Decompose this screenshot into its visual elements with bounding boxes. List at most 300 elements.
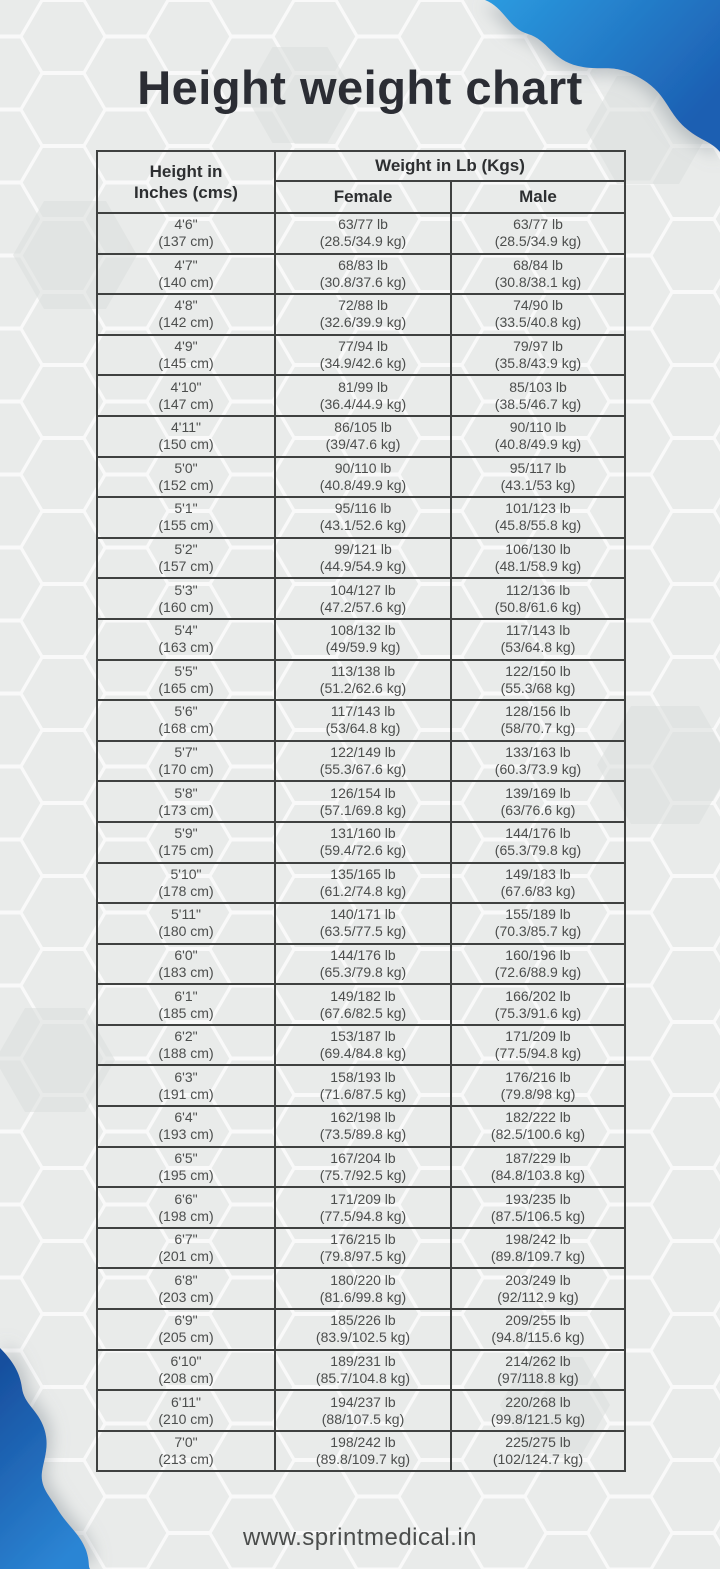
female-weight-kg: (85.7/104.8 kg) bbox=[315, 1369, 411, 1386]
male-weight-cell bbox=[451, 619, 625, 660]
female-weight-cell bbox=[275, 335, 451, 376]
female-weight-lb: 198/242 lb bbox=[330, 1434, 396, 1451]
female-weight-lb: 149/182 lb bbox=[330, 987, 396, 1004]
height-inches: 4'6" bbox=[174, 216, 198, 233]
height-cm: (142 cm) bbox=[158, 314, 214, 331]
height-cell bbox=[97, 1309, 275, 1350]
female-weight-cell bbox=[275, 1147, 451, 1188]
female-weight-kg: (34.9/42.6 kg) bbox=[319, 355, 407, 372]
table-row bbox=[97, 1187, 625, 1228]
female-weight-kg: (40.8/49.9 kg) bbox=[319, 476, 407, 493]
male-weight-cell bbox=[451, 1147, 625, 1188]
table-row bbox=[97, 1025, 625, 1066]
height-inches: 5'10" bbox=[170, 865, 202, 882]
male-weight-lb: 155/189 lb bbox=[505, 906, 571, 923]
height-cm: (203 cm) bbox=[158, 1288, 214, 1305]
female-weight-lb: 162/198 lb bbox=[330, 1109, 396, 1126]
male-weight-kg: (102/124.7 kg) bbox=[492, 1451, 584, 1468]
height-inches: 4'11" bbox=[171, 419, 201, 436]
female-weight-kg: (55.3/67.6 kg) bbox=[319, 761, 407, 778]
female-weight-lb: 95/116 lb bbox=[334, 500, 392, 517]
height-weight-table bbox=[96, 150, 626, 1472]
height-cm: (157 cm) bbox=[158, 558, 214, 575]
height-cm: (173 cm) bbox=[158, 801, 214, 818]
table-row bbox=[97, 1106, 625, 1147]
female-weight-kg: (63.5/77.5 kg) bbox=[319, 923, 407, 940]
table-row bbox=[97, 741, 625, 782]
female-weight-lb: 99/121 lb bbox=[334, 541, 392, 558]
male-weight-lb: 112/136 lb bbox=[505, 581, 571, 598]
height-cm: (140 cm) bbox=[158, 273, 214, 290]
female-weight-kg: (36.4/44.9 kg) bbox=[319, 395, 407, 412]
female-weight-cell bbox=[275, 416, 451, 457]
height-inches: 5'3" bbox=[174, 581, 198, 598]
height-cell bbox=[97, 741, 275, 782]
male-weight-cell bbox=[451, 1309, 625, 1350]
male-weight-cell bbox=[451, 741, 625, 782]
male-weight-kg: (40.8/49.9 kg) bbox=[494, 436, 582, 453]
female-weight-kg: (39/47.6 kg) bbox=[325, 436, 401, 453]
male-weight-cell bbox=[451, 781, 625, 822]
table-row bbox=[97, 497, 625, 538]
height-cm: (145 cm) bbox=[158, 355, 214, 372]
female-weight-kg: (89.8/109.7 kg) bbox=[315, 1451, 411, 1468]
height-cell bbox=[97, 1147, 275, 1188]
height-cm: (195 cm) bbox=[158, 1166, 214, 1183]
table-row bbox=[97, 1309, 625, 1350]
male-weight-lb: 225/275 lb bbox=[505, 1434, 571, 1451]
male-weight-cell bbox=[451, 1228, 625, 1269]
female-weight-kg: (30.8/37.6 kg) bbox=[319, 273, 407, 290]
table-row bbox=[97, 822, 625, 863]
height-cm: (183 cm) bbox=[158, 963, 214, 980]
height-inches: 4'10" bbox=[170, 378, 202, 395]
height-cm: (168 cm) bbox=[158, 720, 214, 737]
female-weight-cell bbox=[275, 457, 451, 498]
table-row bbox=[97, 863, 625, 904]
height-cell bbox=[97, 457, 275, 498]
male-weight-lb: 187/229 lb bbox=[505, 1149, 571, 1166]
male-weight-lb: 79/97 lb bbox=[513, 338, 563, 355]
height-inches: 5'6" bbox=[174, 703, 198, 720]
female-weight-kg: (83.9/102.5 kg) bbox=[315, 1329, 411, 1346]
male-weight-lb: 95/117 lb bbox=[509, 459, 567, 476]
male-weight-lb: 193/235 lb bbox=[505, 1190, 571, 1207]
female-weight-cell bbox=[275, 294, 451, 335]
table-row bbox=[97, 1268, 625, 1309]
height-cm: (193 cm) bbox=[158, 1126, 214, 1143]
height-cell bbox=[97, 1228, 275, 1269]
height-cm: (163 cm) bbox=[158, 639, 214, 656]
height-cell bbox=[97, 660, 275, 701]
table-row bbox=[97, 294, 625, 335]
height-cm: (198 cm) bbox=[158, 1207, 214, 1224]
height-cell bbox=[97, 416, 275, 457]
female-weight-lb: 171/209 lb bbox=[330, 1190, 396, 1207]
height-cm: (152 cm) bbox=[158, 476, 214, 493]
male-weight-lb: 63/77 lb bbox=[513, 216, 563, 233]
female-weight-lb: 194/237 lb bbox=[330, 1393, 396, 1410]
height-inches: 5'2" bbox=[174, 541, 198, 558]
female-weight-lb: 77/94 lb bbox=[338, 338, 388, 355]
height-inches: 5'4" bbox=[174, 622, 198, 639]
female-weight-lb: 167/204 lb bbox=[330, 1149, 396, 1166]
male-weight-lb: 214/262 lb bbox=[505, 1352, 571, 1369]
male-weight-kg: (30.8/38.1 kg) bbox=[494, 273, 582, 290]
male-weight-lb: 122/150 lb bbox=[505, 662, 571, 679]
female-weight-cell bbox=[275, 700, 451, 741]
female-weight-lb: 108/132 lb bbox=[330, 622, 396, 639]
height-inches: 6'4" bbox=[174, 1109, 198, 1126]
male-weight-cell bbox=[451, 1187, 625, 1228]
female-weight-lb: 86/105 lb bbox=[334, 419, 392, 436]
height-inches: 6'11" bbox=[171, 1393, 201, 1410]
col-header-height: Height in Inches (cms) bbox=[97, 151, 275, 213]
table-row bbox=[97, 1147, 625, 1188]
height-inches: 5'7" bbox=[174, 744, 198, 761]
male-weight-cell bbox=[451, 1106, 625, 1147]
male-weight-cell bbox=[451, 294, 625, 335]
female-weight-lb: 185/226 lb bbox=[330, 1312, 396, 1329]
female-weight-lb: 153/187 lb bbox=[330, 1028, 396, 1045]
height-cell bbox=[97, 944, 275, 985]
page-title: Height weight chart bbox=[137, 61, 583, 114]
male-weight-cell bbox=[451, 213, 625, 254]
height-cm: (213 cm) bbox=[158, 1451, 214, 1468]
female-weight-kg: (44.9/54.9 kg) bbox=[319, 558, 407, 575]
female-weight-cell bbox=[275, 497, 451, 538]
female-weight-cell bbox=[275, 822, 451, 863]
female-weight-kg: (79.8/97.5 kg) bbox=[319, 1248, 407, 1265]
male-weight-cell bbox=[451, 538, 625, 579]
male-weight-cell bbox=[451, 457, 625, 498]
male-weight-cell bbox=[451, 944, 625, 985]
male-weight-kg: (92/112.9 kg) bbox=[497, 1288, 579, 1305]
male-weight-kg: (48.1/58.9 kg) bbox=[494, 558, 582, 575]
table-row bbox=[97, 254, 625, 295]
height-cm: (160 cm) bbox=[158, 598, 214, 615]
male-weight-cell bbox=[451, 700, 625, 741]
height-inches: 6'3" bbox=[174, 1068, 198, 1085]
female-weight-cell bbox=[275, 781, 451, 822]
height-cell bbox=[97, 1390, 275, 1431]
female-weight-cell bbox=[275, 1350, 451, 1391]
height-cm: (185 cm) bbox=[158, 1004, 214, 1021]
female-weight-lb: 189/231 lb bbox=[330, 1352, 396, 1369]
male-weight-lb: 101/123 lb bbox=[505, 500, 571, 517]
height-cm: (165 cm) bbox=[158, 679, 214, 696]
male-weight-lb: 139/169 lb bbox=[505, 784, 571, 801]
female-weight-kg: (59.4/72.6 kg) bbox=[319, 842, 407, 859]
male-weight-lb: 117/143 lb bbox=[505, 622, 571, 639]
female-weight-kg: (67.6/82.5 kg) bbox=[319, 1004, 407, 1021]
height-inches: 4'8" bbox=[174, 297, 198, 314]
male-weight-kg: (55.3/68 kg) bbox=[500, 679, 576, 696]
male-weight-cell bbox=[451, 863, 625, 904]
female-weight-lb: 117/143 lb bbox=[330, 703, 396, 720]
female-weight-cell bbox=[275, 578, 451, 619]
height-inches: 6'8" bbox=[174, 1271, 198, 1288]
male-weight-cell bbox=[451, 254, 625, 295]
female-weight-cell bbox=[275, 375, 451, 416]
male-weight-cell bbox=[451, 984, 625, 1025]
height-cell bbox=[97, 903, 275, 944]
height-cell bbox=[97, 254, 275, 295]
height-inches: 6'2" bbox=[174, 1028, 198, 1045]
male-weight-lb: 144/176 lb bbox=[505, 825, 571, 842]
table-row bbox=[97, 578, 625, 619]
female-weight-cell bbox=[275, 741, 451, 782]
height-inches: 6'0" bbox=[174, 946, 198, 963]
female-weight-cell bbox=[275, 538, 451, 579]
table-row bbox=[97, 375, 625, 416]
female-weight-lb: 72/88 lb bbox=[338, 297, 388, 314]
female-weight-cell bbox=[275, 944, 451, 985]
male-weight-lb: 220/268 lb bbox=[505, 1393, 571, 1410]
table-row bbox=[97, 457, 625, 498]
height-cell bbox=[97, 700, 275, 741]
male-weight-cell bbox=[451, 660, 625, 701]
table-row bbox=[97, 1431, 625, 1472]
female-weight-kg: (77.5/94.8 kg) bbox=[319, 1207, 407, 1224]
table-row bbox=[97, 984, 625, 1025]
table-row bbox=[97, 660, 625, 701]
height-inches: 6'10" bbox=[170, 1352, 202, 1369]
height-cell bbox=[97, 822, 275, 863]
male-weight-cell bbox=[451, 903, 625, 944]
height-inches: 5'9" bbox=[174, 825, 198, 842]
height-cm: (137 cm) bbox=[158, 233, 214, 250]
female-weight-kg: (49/59.9 kg) bbox=[325, 639, 401, 656]
table-row bbox=[97, 781, 625, 822]
male-weight-lb: 182/222 lb bbox=[505, 1109, 571, 1126]
male-weight-cell bbox=[451, 1025, 625, 1066]
female-weight-lb: 113/138 lb bbox=[330, 662, 396, 679]
male-weight-kg: (45.8/55.8 kg) bbox=[494, 517, 582, 534]
height-cm: (147 cm) bbox=[158, 395, 214, 412]
male-weight-lb: 203/249 lb bbox=[505, 1271, 571, 1288]
female-weight-cell bbox=[275, 254, 451, 295]
col-header-female: Female bbox=[275, 181, 451, 213]
height-cm: (155 cm) bbox=[158, 517, 214, 534]
table-row bbox=[97, 416, 625, 457]
male-weight-kg: (77.5/94.8 kg) bbox=[494, 1045, 582, 1062]
table-body bbox=[97, 213, 625, 1471]
female-weight-kg: (43.1/52.6 kg) bbox=[319, 517, 407, 534]
male-weight-cell bbox=[451, 1065, 625, 1106]
male-weight-kg: (99.8/121.5 kg) bbox=[490, 1410, 586, 1427]
female-weight-lb: 104/127 lb bbox=[330, 581, 396, 598]
height-cell bbox=[97, 213, 275, 254]
female-weight-lb: 176/215 lb bbox=[330, 1231, 396, 1248]
male-weight-lb: 160/196 lb bbox=[505, 946, 571, 963]
height-cell bbox=[97, 578, 275, 619]
female-weight-cell bbox=[275, 1431, 451, 1472]
height-cm: (150 cm) bbox=[158, 436, 214, 453]
table-header bbox=[97, 151, 625, 213]
height-cm: (178 cm) bbox=[158, 882, 214, 899]
female-weight-cell bbox=[275, 619, 451, 660]
male-weight-kg: (67.6/83 kg) bbox=[500, 882, 576, 899]
male-weight-cell bbox=[451, 1431, 625, 1472]
male-weight-cell bbox=[451, 1350, 625, 1391]
male-weight-lb: 68/84 lb bbox=[513, 256, 563, 273]
male-weight-kg: (58/70.7 kg) bbox=[500, 720, 576, 737]
table-row bbox=[97, 1065, 625, 1106]
female-weight-cell bbox=[275, 1187, 451, 1228]
height-inches: 6'9" bbox=[174, 1312, 198, 1329]
female-weight-kg: (69.4/84.8 kg) bbox=[319, 1045, 407, 1062]
male-weight-kg: (89.8/109.7 kg) bbox=[490, 1248, 586, 1265]
height-cm: (175 cm) bbox=[158, 842, 214, 859]
male-weight-cell bbox=[451, 1268, 625, 1309]
female-weight-kg: (51.2/62.6 kg) bbox=[319, 679, 407, 696]
height-inches: 4'9" bbox=[174, 338, 198, 355]
male-weight-kg: (72.6/88.9 kg) bbox=[494, 963, 582, 980]
height-cell bbox=[97, 1431, 275, 1472]
table-row bbox=[97, 1228, 625, 1269]
table-row bbox=[97, 903, 625, 944]
col-header-weight-group: Weight in Lb (Kgs) bbox=[275, 151, 625, 181]
male-weight-cell bbox=[451, 416, 625, 457]
male-weight-kg: (63/76.6 kg) bbox=[500, 801, 576, 818]
male-weight-kg: (50.8/61.6 kg) bbox=[494, 598, 582, 615]
female-weight-lb: 122/149 lb bbox=[330, 744, 396, 761]
height-cell bbox=[97, 1065, 275, 1106]
female-weight-cell bbox=[275, 863, 451, 904]
height-inches: 5'11" bbox=[171, 906, 201, 923]
female-weight-kg: (47.2/57.6 kg) bbox=[319, 598, 407, 615]
height-inches: 6'1" bbox=[174, 987, 198, 1004]
female-weight-kg: (88/107.5 kg) bbox=[321, 1410, 405, 1427]
table-row bbox=[97, 700, 625, 741]
male-weight-cell bbox=[451, 335, 625, 376]
male-weight-lb: 90/110 lb bbox=[509, 419, 567, 436]
height-cell bbox=[97, 619, 275, 660]
male-weight-cell bbox=[451, 497, 625, 538]
height-inches: 6'7" bbox=[174, 1231, 198, 1248]
height-cell bbox=[97, 1106, 275, 1147]
male-weight-kg: (60.3/73.9 kg) bbox=[494, 761, 582, 778]
female-weight-cell bbox=[275, 1309, 451, 1350]
female-weight-cell bbox=[275, 213, 451, 254]
female-weight-cell bbox=[275, 1106, 451, 1147]
female-weight-cell bbox=[275, 1025, 451, 1066]
male-weight-cell bbox=[451, 1390, 625, 1431]
male-weight-kg: (87.5/106.5 kg) bbox=[490, 1207, 586, 1224]
height-cm: (205 cm) bbox=[158, 1329, 214, 1346]
table-row bbox=[97, 1350, 625, 1391]
height-cell bbox=[97, 781, 275, 822]
height-cm: (191 cm) bbox=[158, 1085, 214, 1102]
male-weight-kg: (35.8/43.9 kg) bbox=[494, 355, 582, 372]
male-weight-kg: (53/64.8 kg) bbox=[500, 639, 576, 656]
height-cm: (208 cm) bbox=[158, 1369, 214, 1386]
height-cell bbox=[97, 1187, 275, 1228]
height-cell bbox=[97, 984, 275, 1025]
male-weight-lb: 106/130 lb bbox=[505, 541, 571, 558]
female-weight-kg: (75.7/92.5 kg) bbox=[319, 1166, 407, 1183]
female-weight-kg: (53/64.8 kg) bbox=[325, 720, 401, 737]
female-weight-cell bbox=[275, 903, 451, 944]
female-weight-lb: 140/171 lb bbox=[330, 906, 396, 923]
male-weight-lb: 198/242 lb bbox=[505, 1231, 571, 1248]
male-weight-kg: (28.5/34.9 kg) bbox=[494, 233, 582, 250]
female-weight-lb: 180/220 lb bbox=[330, 1271, 396, 1288]
male-weight-kg: (97/118.8 kg) bbox=[497, 1369, 579, 1386]
table-row bbox=[97, 213, 625, 254]
height-cell bbox=[97, 375, 275, 416]
height-cell bbox=[97, 335, 275, 376]
male-weight-kg: (38.5/46.7 kg) bbox=[494, 395, 582, 412]
height-cell bbox=[97, 863, 275, 904]
height-cell bbox=[97, 1025, 275, 1066]
female-weight-lb: 126/154 lb bbox=[330, 784, 396, 801]
male-weight-kg: (70.3/85.7 kg) bbox=[494, 923, 582, 940]
male-weight-lb: 176/216 lb bbox=[505, 1068, 571, 1085]
female-weight-lb: 81/99 lb bbox=[338, 378, 388, 395]
male-weight-lb: 128/156 lb bbox=[505, 703, 571, 720]
height-cm: (201 cm) bbox=[158, 1248, 214, 1265]
male-weight-kg: (33.5/40.8 kg) bbox=[494, 314, 582, 331]
height-inches: 5'0" bbox=[174, 459, 198, 476]
height-inches: 6'5" bbox=[174, 1149, 198, 1166]
height-cell bbox=[97, 294, 275, 335]
male-weight-lb: 85/103 lb bbox=[509, 378, 567, 395]
female-weight-lb: 63/77 lb bbox=[338, 216, 388, 233]
female-weight-kg: (73.5/89.8 kg) bbox=[319, 1126, 407, 1143]
height-cell bbox=[97, 1268, 275, 1309]
female-weight-lb: 135/165 lb bbox=[330, 865, 396, 882]
male-weight-cell bbox=[451, 578, 625, 619]
height-inches: 6'6" bbox=[174, 1190, 198, 1207]
col-header-male: Male bbox=[451, 181, 625, 213]
female-weight-kg: (57.1/69.8 kg) bbox=[319, 801, 407, 818]
female-weight-kg: (61.2/74.8 kg) bbox=[319, 882, 407, 899]
female-weight-kg: (65.3/79.8 kg) bbox=[319, 963, 407, 980]
table-row bbox=[97, 619, 625, 660]
male-weight-kg: (94.8/115.6 kg) bbox=[491, 1329, 585, 1346]
height-inches: 5'1" bbox=[174, 500, 198, 517]
female-weight-cell bbox=[275, 984, 451, 1025]
footer-url: www.sprintmedical.in bbox=[242, 1524, 478, 1551]
height-inches: 7'0" bbox=[174, 1434, 198, 1451]
female-weight-cell bbox=[275, 1268, 451, 1309]
male-weight-kg: (43.1/53 kg) bbox=[500, 476, 576, 493]
male-weight-lb: 166/202 lb bbox=[505, 987, 571, 1004]
female-weight-kg: (71.6/87.5 kg) bbox=[319, 1085, 407, 1102]
female-weight-kg: (81.6/99.8 kg) bbox=[319, 1288, 407, 1305]
male-weight-lb: 209/255 lb bbox=[505, 1312, 571, 1329]
female-weight-lb: 158/193 lb bbox=[330, 1068, 396, 1085]
female-weight-kg: (28.5/34.9 kg) bbox=[319, 233, 407, 250]
female-weight-cell bbox=[275, 660, 451, 701]
height-inches: 5'5" bbox=[174, 662, 198, 679]
male-weight-cell bbox=[451, 375, 625, 416]
height-inches: 5'8" bbox=[174, 784, 198, 801]
height-cell bbox=[97, 538, 275, 579]
table-row bbox=[97, 335, 625, 376]
female-weight-cell bbox=[275, 1065, 451, 1106]
male-weight-lb: 133/163 lb bbox=[505, 744, 571, 761]
height-cm: (188 cm) bbox=[158, 1045, 214, 1062]
height-cell bbox=[97, 497, 275, 538]
male-weight-kg: (79.8/98 kg) bbox=[500, 1085, 576, 1102]
male-weight-kg: (84.8/103.8 kg) bbox=[490, 1166, 586, 1183]
table-row bbox=[97, 1390, 625, 1431]
table-row bbox=[97, 944, 625, 985]
female-weight-lb: 131/160 lb bbox=[330, 825, 396, 842]
